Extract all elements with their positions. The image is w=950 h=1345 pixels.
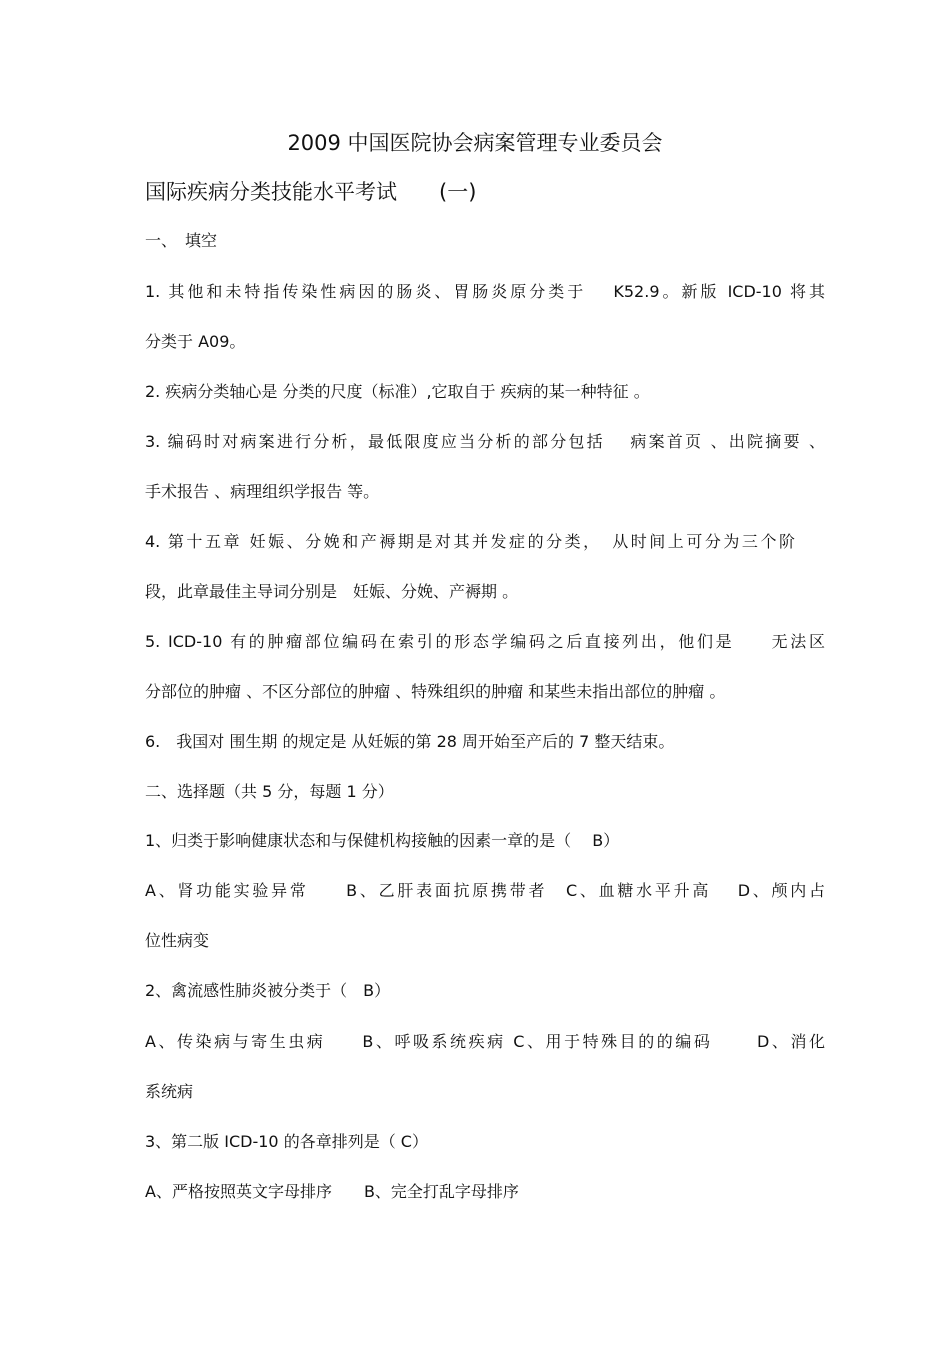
text-line: 2. 疾病分类轴心是 分类的尺度（标准）,它取自于 疾病的某一种特征 。 [145,382,650,401]
text-line: 分部位的肿瘤 、不区分部位的肿瘤 、特殊组织的肿瘤 和某些未指出部位的肿瘤 。 [145,682,726,701]
question-options: A、肾功能实验异常 B、乙肝表面抗原携带者 C、血糖水平升高 D、颅内占 [145,881,825,900]
question-text: 3、第二版 ICD-10 的各章排列是（ C） [145,1132,428,1151]
text-line: 分类于 A09。 [145,332,246,351]
section-heading-fill-blank: 一、 填空 [145,231,218,250]
question-options: A、传染病与寄生虫病 B、呼吸系统疾病 C、用于特殊目的的编码 D、消化 [145,1032,825,1051]
question-options-cont: 位性病变 [145,931,210,950]
section-heading-choice: 二、选择题（共 5 分，每题 1 分） [145,782,394,801]
question-options: A、严格按照英文字母排序 B、完全打乱字母排序 [145,1182,519,1201]
text-line: 段，此章最佳主导词分别是 妊娠、分娩、产褥期 。 [145,582,519,601]
text-line: 手术报告 、病理组织学报告 等。 [145,482,380,501]
text-line: 4. 第十五章 妊娠、分娩和产褥期是对其并发症的分类， 从时间上可分为三个阶 [145,532,795,551]
text-line: 1. 其他和未特指传染性病因的肠炎、胃肠炎原分类于 K52.9。新版 ICD-10 将其 [145,282,825,301]
document-title: 2009 中国医院协会病案管理专业委员会 [287,131,663,155]
question-text: 1、归类于影响健康状态和与保健机构接触的因素一章的是（ B） [145,831,620,850]
text-line: 6. 我国对 围生期 的规定是 从妊娠的第 28 周开始至产后的 7 整天结束。 [145,732,675,751]
document-subtitle: 国际疾病分类技能水平考试 (一) [145,180,477,204]
text-line: 3. 编码时对病案进行分析，最低限度应当分析的部分包括 病案首页 、出院摘要 、 [145,432,825,451]
question-options-cont: 系统病 [145,1082,194,1101]
text-line: 5. ICD-10 有的肿瘤部位编码在索引的形态学编码之后直接列出，他们是 无法区 [145,632,825,651]
question-text: 2、禽流感性肺炎被分类于（ B） [145,981,391,1000]
